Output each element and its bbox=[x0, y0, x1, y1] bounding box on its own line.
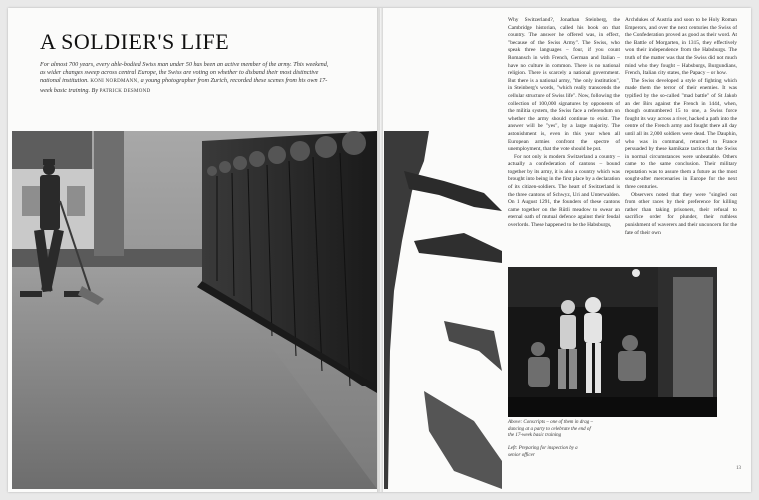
caption-above: Above: Conscripts – one of them in drag – dancing at a party to celebrate the end of the 17-week basic training bbox=[508, 420, 593, 439]
body-column-2 bbox=[625, 17, 737, 265]
body-paragraph: Observers noted that they were "singled out from other races by their preference for killing rather than taking prisoners, their refusal to sacrifice order for plunder, their ruthless punishment of waverers and their unconcern for the fate of their own bbox=[625, 191, 737, 236]
standfirst-credit: a young photographer from Zurich, recorded these scenes from his own 17-week basic training. By bbox=[40, 77, 328, 94]
author-credit: PATRICK DESMOND bbox=[99, 88, 151, 94]
photo-bleed-decoration bbox=[384, 131, 504, 489]
photographer-credit: KONI NORDMANN, bbox=[90, 79, 140, 85]
conscripts-party-image bbox=[508, 267, 717, 417]
article-standfirst bbox=[40, 61, 332, 96]
body-paragraph: Why Switzerland?, Jonathan Steinberg, the Cambridge historian, called his book on that country. The answer he offered was, in effect, "because of the Swiss Army". The Swiss, who speak three languages – four, if you count Romansch in with French, German and Italian – have no culture in common. There is no national religion. There is scarcely a national government. But there is a national army, "the only institution", in Steinberg's words, "which really transcends the cellular structure of Swiss life". Now, following the collection of 100,000 signatures by opponents of the militia system, the Swiss face a referendum on whether the army should continue to exist. The answer will be "yes", by a large majority. The astonishment is, even in this year when all European armies confront the spectre of unemployment, that the vote should be put. bbox=[508, 17, 620, 153]
main-photograph bbox=[12, 131, 377, 489]
caption-left: Left: Preparing for inspection by a senior officer bbox=[508, 446, 578, 458]
dancing-photograph bbox=[508, 267, 717, 417]
body-paragraph: For not only is modern Switzerland a country – actually a confederation of cantons – bound together by its army, it is also a country which was brought into being in the first place by a declaration of its citizen-soldiers. The heart of Switzerland is the three cantons of Schwyz, Uri and Unterwalden. On 1 August 1291, the founders of these cantons came together on the Rütli meadow to swear an eternal oath of mutual defence against their feudal overlords. These happened to be the Habsburgs, bbox=[508, 153, 620, 229]
article-title: A SOLDIER'S LIFE bbox=[40, 29, 230, 54]
standfirst-main: For almost 700 years, every able-bodied Swiss man under 50 has been an active member of the army. This weekend, as wider changes sweep across central Europe, the Swiss are voting on whether to disband their most distinctive national institution. bbox=[40, 61, 329, 85]
body-paragraph: Archdukes of Austria and soon to be Holy Roman Emperors, and over the next centuries the Swiss of the Confederation proved as good as their word. At the Battle of Morgarten, in 1315, they effectively won their independence from the Habsburgs. The truth of the matter was that the Swiss did not much mind who they fought – Habsburgs, Burgundians, French, Italian city states, the Papacy – or how. bbox=[625, 17, 737, 77]
soldiers-lineup-image bbox=[12, 131, 377, 489]
page-number: 13 bbox=[736, 466, 741, 471]
body-paragraph: The Swiss developed a style of fighting which made them the terror of their enemies. It was typified by the so-called "mad battle" of St Jakob an der Birs against the French in 1444, when, though outnumbered 15 to one, a Swiss force fought its way across a river, hacked a path into the centre of the French army and fought there all day until all its 2,000 soldiers were dead. The Dauphin, who was in command, returned to France persuaded by these kamikaze tactics that the Swiss in normal circumstances were unbeatable. Others came to the same conclusion. Their military reputation was to assure them a future as the most sought-after mercenaries in Europe for the next three centuries. bbox=[625, 77, 737, 191]
page-gutter bbox=[377, 8, 383, 492]
